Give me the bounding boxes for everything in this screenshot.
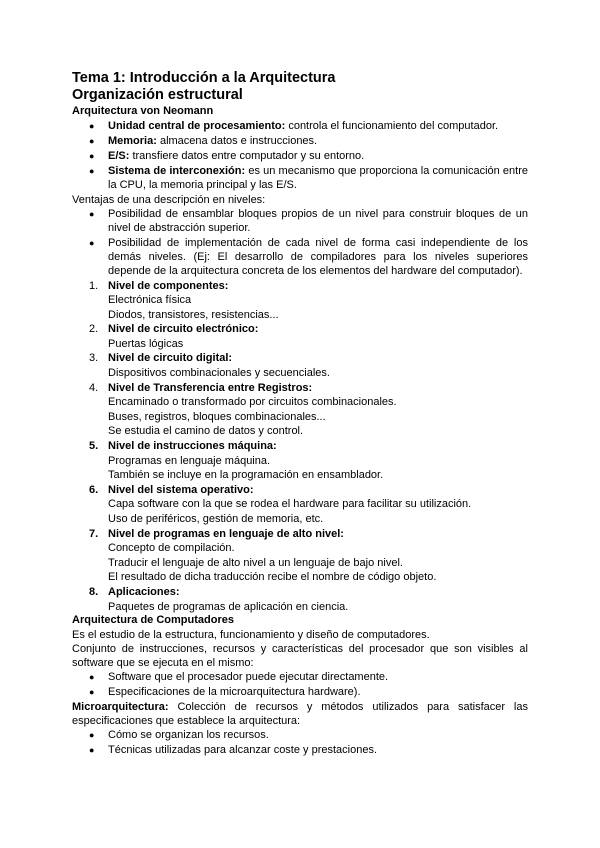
section-title: Organización estructural bbox=[72, 87, 243, 103]
list-item: ● Posibilidad de implementación de cada nivel de forma casi independiente de los demás niveles. (Ej: El desarrollo de compiladores para los niveles superiores depende de la arquitectura concreta de los elementos del hardware del computador). bbox=[72, 236, 528, 278]
paragraph: Conjunto de instrucciones, recursos y características del procesador que son visibles al software que se ejecuta en el mismo: bbox=[72, 642, 528, 669]
level-title: Nivel de Transferencia entre Registros: bbox=[108, 381, 313, 394]
arch-comp-heading: Arquitectura de Computadores bbox=[72, 614, 234, 627]
list-item: ● Memoria: almacena datos e instrucciones. bbox=[72, 134, 528, 148]
level-item: 1. Nivel de componentes: Electrónica física Diodos, transistores, resistencias... bbox=[72, 279, 528, 323]
level-title: Nivel de circuito electrónico: bbox=[108, 323, 259, 336]
page-title: Tema 1: Introducción a la Arquitectura bbox=[72, 70, 336, 86]
level-number: 2. bbox=[89, 323, 99, 336]
document-page bbox=[72, 70, 528, 758]
list-item: ● Técnicas utilizadas para alcanzar coste y prestaciones. bbox=[72, 743, 528, 757]
micro-list bbox=[72, 728, 528, 757]
level-item: 6. Nivel del sistema operativo: Capa software con la que se rodea el hardware para facilitar su utilización. Uso de periféricos, gestión de memoria, etc. bbox=[72, 483, 528, 527]
list-item: ● Cómo se organizan los recursos. bbox=[72, 728, 528, 742]
level-number: 6. bbox=[89, 483, 99, 496]
microarchitecture-paragraph: Microarquitectura: Colección de recursos y métodos utilizados para satisfacer las especificaciones que establece la arquitectura: bbox=[72, 700, 528, 727]
von-neumann-list bbox=[72, 119, 528, 192]
level-title: Nivel de instrucciones máquina: bbox=[108, 440, 277, 453]
level-number: 4. bbox=[89, 381, 99, 394]
level-title: Aplicaciones: bbox=[108, 585, 180, 598]
level-number: 3. bbox=[89, 352, 99, 365]
list-item: ● Sistema de interconexión: es un mecanismo que proporciona la comunicación entre la CPU, la memoria principal y las E/S. bbox=[72, 164, 528, 192]
list-item: ● E/S: transfiere datos entre computador y su entorno. bbox=[72, 149, 528, 163]
list-item: ● Posibilidad de ensamblar bloques propios de un nivel para construir bloques de un nivel de abstracción superior. bbox=[72, 207, 528, 235]
levels-list bbox=[72, 279, 528, 615]
level-item: 5. Nivel de instrucciones máquina: Programas en lenguaje máquina. También se incluye en la programación en ensamblador. bbox=[72, 439, 528, 483]
level-number: 5. bbox=[89, 440, 99, 453]
level-title: Nivel del sistema operativo: bbox=[108, 483, 254, 496]
level-item: 8. Aplicaciones: Paquetes de programas de aplicación en ciencia. bbox=[72, 585, 528, 614]
level-item: 2. Nivel de circuito electrónico: Puertas lógicas bbox=[72, 322, 528, 351]
level-number: 7. bbox=[89, 527, 99, 540]
list-item: ● Unidad central de procesamiento: controla el funcionamiento del computador. bbox=[72, 119, 528, 133]
list-item: ● Especificaciones de la microarquitectura hardware). bbox=[72, 685, 528, 699]
level-title: Nivel de circuito digital: bbox=[108, 352, 233, 365]
level-item: 7. Nivel de programas en lenguaje de alto nivel: Concepto de compilación. Traducir el lenguaje de alto nivel a un lenguaje de bajo nivel. El resultado de dicha traducción recibe el nombre de código objeto. bbox=[72, 527, 528, 585]
levels-intro: Ventajas de una descripción en niveles: bbox=[72, 193, 266, 206]
von-neumann-heading: Arquitectura von Neomann bbox=[72, 105, 214, 117]
level-title: Nivel de componentes: bbox=[108, 279, 229, 292]
paragraph: Es el estudio de la estructura, funcionamiento y diseño de computadores. bbox=[72, 628, 430, 641]
level-number: 1. bbox=[89, 279, 99, 292]
list-item: ● Software que el procesador puede ejecutar directamente. bbox=[72, 670, 528, 684]
level-item: 3. Nivel de circuito digital: Dispositivos combinacionales y secuenciales. bbox=[72, 351, 528, 380]
advantages-list bbox=[72, 207, 528, 278]
level-number: 8. bbox=[89, 585, 99, 598]
level-item: 4. Nivel de Transferencia entre Registros: Encaminado o transformado por circuitos combinacionales. Buses, registros, bloques combinacionales... Se estudia el camino de datos y control. bbox=[72, 381, 528, 439]
level-title: Nivel de programas en lenguaje de alto nivel: bbox=[108, 527, 344, 540]
arch-comp-list bbox=[72, 670, 528, 699]
